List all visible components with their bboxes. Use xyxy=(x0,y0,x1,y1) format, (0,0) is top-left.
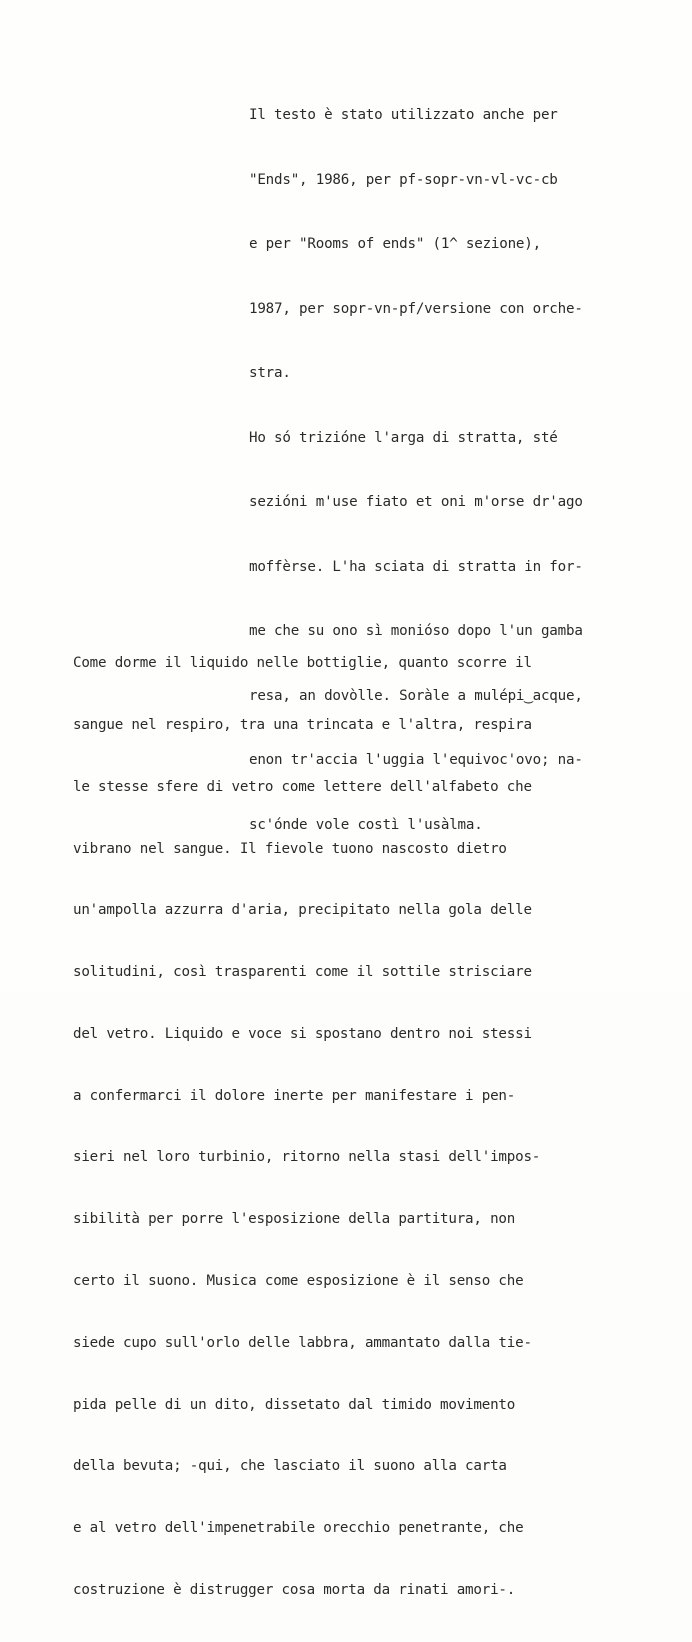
text-line: 1987, per sopr-vn-pf/versione con orche- xyxy=(249,300,583,317)
prose-paragraph xyxy=(73,612,540,1642)
text-line: enon tr'accia l'uggia l'equivoc'ovo; na- xyxy=(249,752,583,768)
text-line: sieri nel loro turbinio, ritorno nella stasi dell'impos- xyxy=(73,1149,541,1166)
text-line: un'ampolla azzurra d'aria, precipitato nella gola delle xyxy=(73,902,532,919)
text-line: me che su ono sì monióso dopo l'un gamba xyxy=(249,623,583,639)
text-line: stra. xyxy=(249,365,291,381)
text-line: Come dorme il liquido nelle bottiglie, quanto scorre il xyxy=(73,655,532,672)
text-line: costruzione è distrugger cosa morta da rinati amori-. xyxy=(73,1581,516,1598)
text-line: sibilità per porre l'esposizione della partitura, non xyxy=(73,1211,516,1228)
text-line: a confermarci il dolore inerte per manifestare i pen- xyxy=(73,1087,516,1104)
text-line: le stesse sfere di vetro come lettere dell'alfabeto che xyxy=(73,778,532,795)
text-line: vibrano nel sangue. Il fievole tuono nascosto dietro xyxy=(73,840,507,857)
text-line: del vetro. Liquido e voce si spostano dentro noi stessi xyxy=(73,1025,532,1042)
text-line: sangue nel respiro, tra una trincata e l'altra, respira xyxy=(73,716,532,733)
text-line: sezióni m'use fiato et oni m'orse dr'ago xyxy=(249,494,583,510)
text-line: resa, an dovòlle. Soràle a mulépi‿acque, xyxy=(249,687,583,704)
text-line: certo il suono. Musica come esposizione è il senso che xyxy=(73,1273,524,1289)
text-line: "Ends", 1986, per pf-sopr-vn-vl-vc-cb xyxy=(249,171,558,188)
text-line: e al vetro dell'impenetrabile orecchio penetrante, che xyxy=(73,1520,524,1537)
text-line: Ho só trizióne l'arga di stratta, sté xyxy=(249,429,558,446)
text-line: e per "Rooms of ends" (1^ sezione), xyxy=(249,236,541,252)
text-line: solitudini, così trasparenti come il sottile strisciare xyxy=(73,964,532,981)
text-line: pida pelle di un dito, dissetato dal timido movimento xyxy=(73,1396,516,1413)
text-line: della bevuta; -qui, che lasciato il suono alla carta xyxy=(73,1458,507,1475)
text-line: siede cupo sull'orlo delle labbra, ammantato dalla tie- xyxy=(73,1334,532,1351)
text-line: moffèrse. L'ha sciata di stratta in for- xyxy=(249,558,583,575)
text-line: Il testo è stato utilizzato anche per xyxy=(249,107,558,123)
text-line: sc'ónde vole costì l'usàlma. xyxy=(249,816,483,833)
